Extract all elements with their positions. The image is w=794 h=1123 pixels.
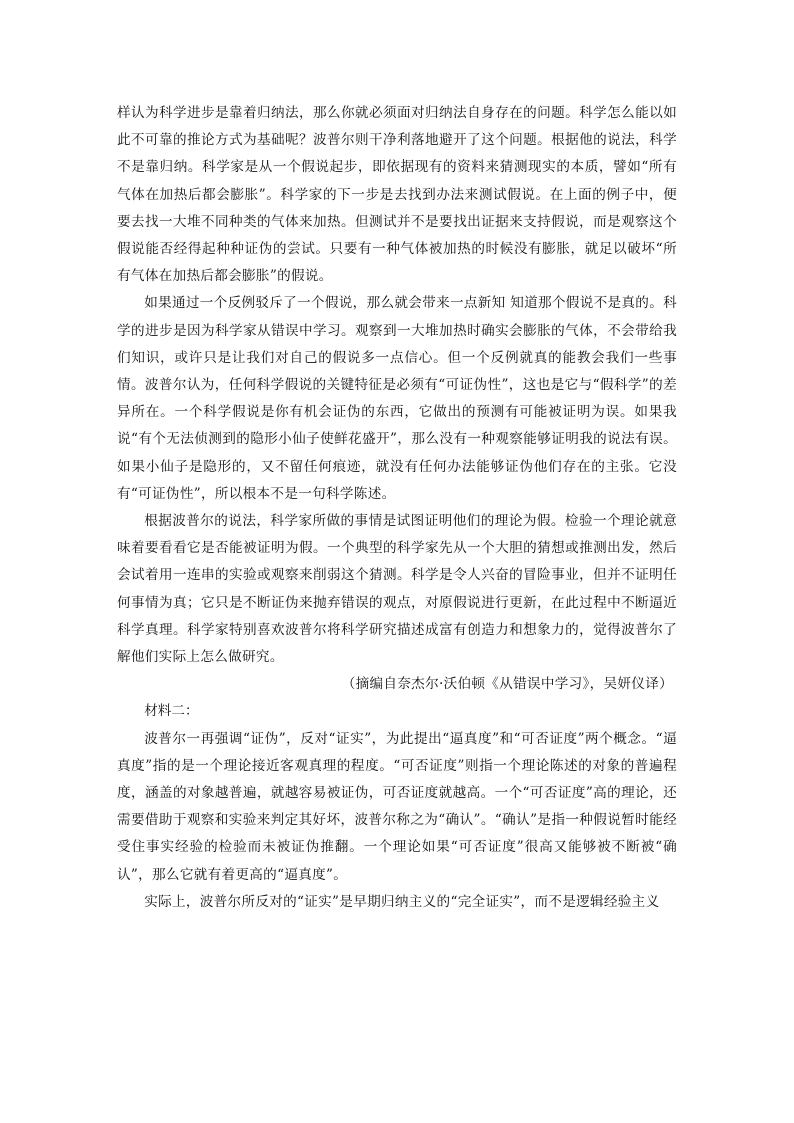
paragraph-4: 波普尔一再强调“证伪”，反对“证实”，为此提出“逼真度”和“可否证度”两个概念。“逼真度”指的是一个理论接近客观真理的程度。“可否证度”则指一个理论陈述的对象的普遍程度，涵盖的对象越普遍，就越容易被证伪，可否证度就越高。一个“可否证度”高的理论，还需要借助于观察和实验来判定其好坏，波普尔称之为“确认”。“确认”是指一种假说暂时能经受住事实经验的检验而未被证伪推翻。一个理论如果“可否证度”很高又能够被不断被“确认”，那么它就有着更高的“逼真度”。 — [117, 730, 677, 883]
paragraph-3: 根据波普尔的说法，科学家所做的事情是试图证明他们的理论为假。检验一个理论就意味着要看看它是否能被证明为假。一个典型的科学家先从一个大胆的猜想或推测出发，然后会试着用一连串的实验或观察来削弱这个猜测。科学是令人兴奋的冒险事业，但并不证明任何事情为真；它只是不断证伪来抛弃错误的观点，对原假说进行更新，在此过程中不断逼近科学真理。科学家特别喜欢波普尔将科学研究描述成富有创造力和想象力的，觉得波普尔了解他们实际上怎么做研究。 — [117, 513, 677, 666]
paragraph-5: 实际上，波普尔所反对的“证实”是早期归纳主义的“完全证实”，而不是逻辑经验主义 — [144, 893, 660, 910]
paragraph-2: 如果通过一个反例驳斥了一个假说，那么就会带来一点新知 知道那个假说不是真的。科学的进步是因为科学家从错误中学习。观察到一大堆加热时确实会膨胀的气体，不会带给我们知识，或许只是让我们对自己的假说多一点信心。但一个反例就真的能教会我们一些事情。波普尔认为，任何科学假说的关键特征是必须有“可证伪性”，这也是它与“假科学”的差异所在。一个科学假说是你有机会证伪的东西，它做出的预测有可能被证明为误。如果我说“有个无法侦测到的隐形小仙子使鲜花盛开”，那么没有一种观察能够证明我的说法有误。如果小仙子是隐形的，又不留任何痕迹，就没有任何办法能够证伪他们存在的主张。它没有“可证伪性”，所以根本不是一句科学陈述。 — [117, 295, 677, 502]
source-citation: （摘编自奈杰尔·沃伯顿《从错误中学习》，吴妍仪译） — [341, 676, 673, 693]
material-label: 材料二： — [144, 703, 199, 720]
paragraph-1: 样认为科学进步是靠着归纳法，那么你就必须面对归纳法自身存在的问题。科学怎么能以如此不可靠的推论方式为基础呢？波普尔则干净利落地避开了这个问题。根据他的说法，科学不是靠归纳。科学家是从一个假说起步，即依据现有的资料来猜测现实的本质，譬如“所有气体在加热后都会膨胀”。科学家的下一步是去找到办法来测试假说。在上面的例子中，便要去找一大堆不同种类的气体来加热。但测试并不是要找出证据来支持假说，而是观察这个假说能否经得起种种证伪的尝试。只要有一种气体被加热的时候没有膨胀，就足以破坏“所有气体在加热后都会膨胀”的假说。 — [117, 105, 677, 285]
document-page — [117, 100, 677, 916]
